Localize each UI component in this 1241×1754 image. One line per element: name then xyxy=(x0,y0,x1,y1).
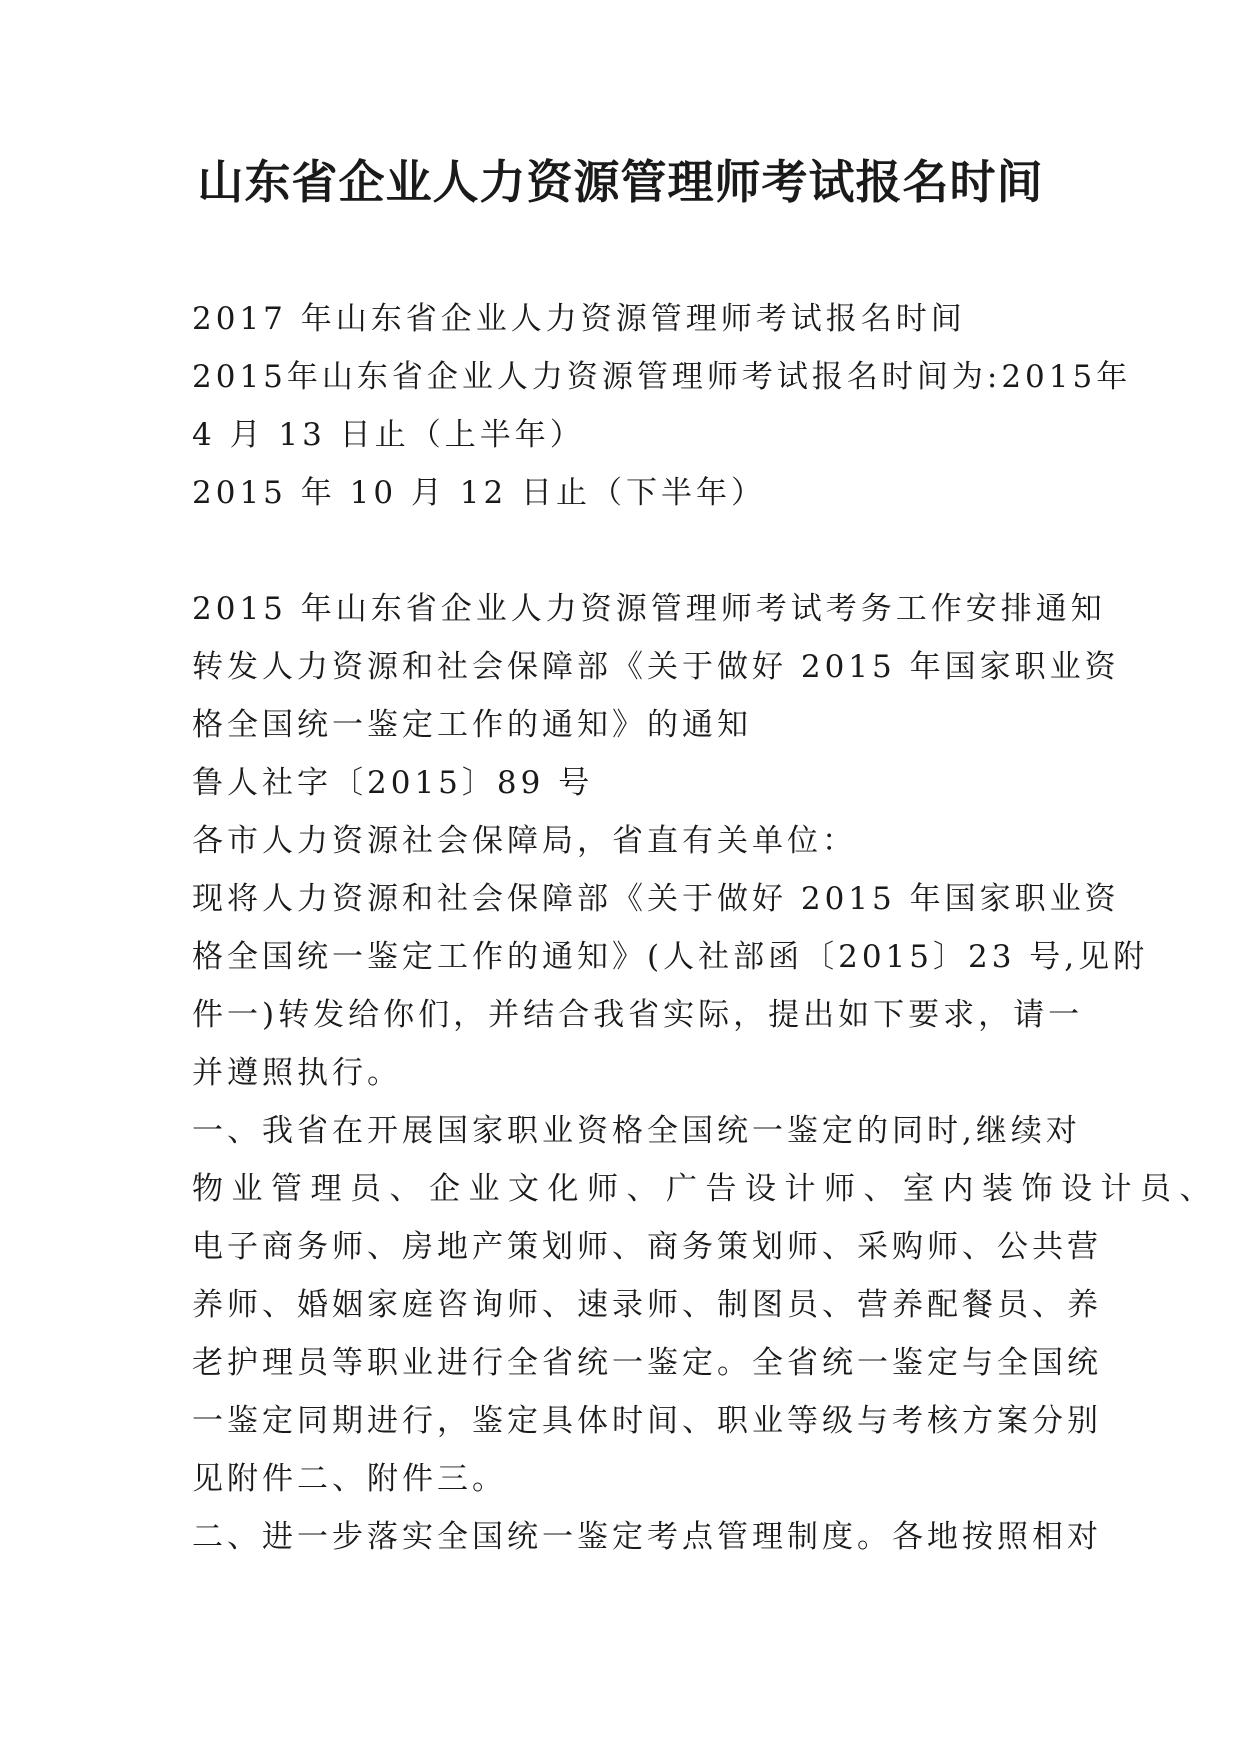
document-body xyxy=(192,290,1219,1566)
paragraph-line: 电子商务师、房地产策划师、商务策划师、采购师、公共营 xyxy=(192,1229,1102,1265)
blank-line xyxy=(192,522,1072,580)
paragraph-line: 2015 年 10 月 12 日止（下半年） xyxy=(192,475,767,511)
paragraph-line: 养师、婚姻家庭咨询师、速录师、制图员、营养配餐员、养 xyxy=(192,1287,1102,1323)
paragraph-line: 一鉴定同期进行，鉴定具体时间、职业等级与考核方案分别 xyxy=(192,1403,1102,1439)
paragraph-line: 老护理员等职业进行全省统一鉴定。全省统一鉴定与全国统 xyxy=(192,1345,1102,1381)
paragraph-line: 2015 年山东省企业人力资源管理师考试考务工作安排通知 xyxy=(192,591,1106,627)
paragraph-line: 2017 年山东省企业人力资源管理师考试报名时间 xyxy=(192,301,966,337)
paragraph-line: 一、我省在开展国家职业资格全国统一鉴定的同时,继续对 xyxy=(192,1113,1081,1149)
paragraph-line: 并遵照执行。 xyxy=(192,1055,402,1091)
document-title: 山东省企业人力资源管理师考试报名时间 xyxy=(197,155,1044,209)
paragraph-line: 现将人力资源和社会保障部《关于做好 2015 年国家职业资 xyxy=(192,881,1120,917)
paragraph-line: 件一)转发给你们，并结合我省实际，提出如下要求，请一 xyxy=(192,997,1084,1033)
paragraph-line: 见附件二、附件三。 xyxy=(192,1461,507,1497)
paragraph-line: 格全国统一鉴定工作的通知》的通知 xyxy=(192,707,752,743)
paragraph-line: 物业管理员、企业文化师、广告设计师、室内装饰设计员、 xyxy=(192,1171,1219,1207)
paragraph-line: 转发人力资源和社会保障部《关于做好 2015 年国家职业资 xyxy=(192,649,1120,685)
document-number: 鲁人社字〔2015〕89 号 xyxy=(192,765,594,801)
addressee-line: 各市人力资源社会保障局，省直有关单位： xyxy=(192,823,857,859)
paragraph-line: 4 月 13 日止（上半年） xyxy=(192,417,585,453)
paragraph-line: 2015年山东省企业人力资源管理师考试报名时间为:2015年 xyxy=(192,359,1132,395)
paragraph-line: 二、进一步落实全国统一鉴定考点管理制度。各地按照相对 xyxy=(192,1519,1102,1555)
paragraph-line: 格全国统一鉴定工作的通知》(人社部函〔2015〕23 号,见附 xyxy=(192,939,1149,975)
